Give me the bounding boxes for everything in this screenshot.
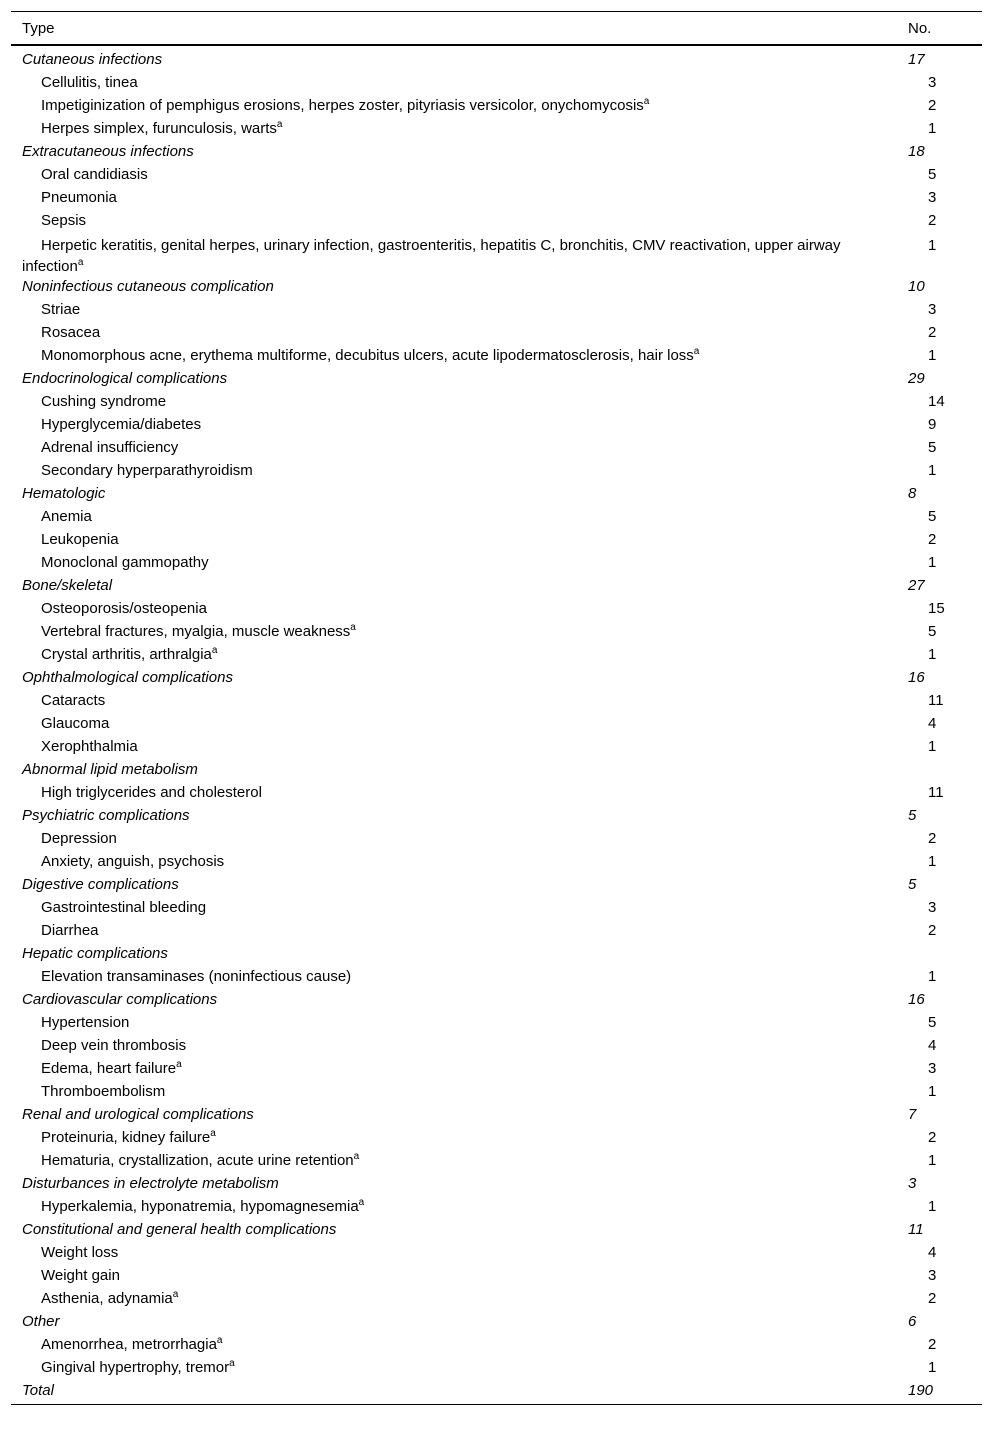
row-count: 14 [928,393,945,410]
category-row [11,367,982,390]
row-label-text: Sepsis [41,212,87,229]
row-label [11,692,895,709]
row-count: 2 [928,97,937,114]
category-row [11,942,982,965]
row-label-text: Deep vein thrombosis [41,1037,187,1054]
row-label-text: Proteinuria, kidney failure [41,1129,211,1146]
table-row [11,1287,982,1310]
row-count: 7 [908,1106,917,1123]
row-label-text: Diarrhea [41,922,99,939]
row-count: 5 [928,508,937,525]
table-row [11,459,982,482]
category-row [11,873,982,896]
category-row [11,140,982,163]
row-count: 190 [908,1382,934,1399]
row-label-text: Gingival hypertrophy, tremor [41,1359,230,1376]
row-label-text: Cellulitis, tinea [41,74,138,91]
row-label-text: Asthenia, adynamia [41,1290,173,1307]
row-count: 3 [928,301,937,318]
row-label [11,1336,895,1353]
row-label [11,715,895,732]
table-row [11,965,982,988]
row-count: 1 [928,347,937,364]
table-row [11,344,982,367]
row-count: 4 [928,1244,937,1261]
row-count: 2 [928,830,937,847]
row-label [11,1359,895,1376]
row-count: 2 [928,1290,937,1307]
table-row [11,163,982,186]
row-label-text: Elevation transaminases (noninfectious cause) [41,968,352,985]
row-label [11,899,895,916]
row-label-text: Disturbances in electrolyte metabolism [22,1175,279,1192]
table-row [11,1126,982,1149]
row-label-text: Endocrinological complications [22,370,228,387]
row-label [11,600,895,617]
row-count: 17 [908,51,925,68]
row-label-text: Herpes simplex, furunculosis, warts [41,120,277,137]
category-row [11,48,982,71]
row-label-text: Hypertension [41,1014,130,1031]
row-label [11,1175,895,1192]
footnote-marker: a [353,1151,360,1162]
table-row [11,850,982,873]
row-label [11,1313,895,1330]
row-label-text: Osteoporosis/osteopenia [41,600,207,617]
row-count: 11 [928,692,944,709]
category-row [11,1172,982,1195]
table-row [11,1195,982,1218]
row-label-text: Hematologic [22,485,106,502]
row-count: 1 [928,1152,937,1169]
row-label [11,1083,895,1100]
table-row [11,1080,982,1103]
row-label [11,1198,895,1215]
row-label-text: Weight gain [41,1267,120,1284]
category-row [11,275,982,298]
category-row [11,758,982,781]
row-count: 2 [928,531,937,548]
row-label [11,324,895,341]
footnote-marker: a [276,119,283,130]
row-label [11,212,895,229]
row-count: 9 [928,416,937,433]
footnote-marker: a [229,1358,235,1369]
row-label [11,189,895,206]
footnote-marker: a [216,1335,223,1346]
row-count: 3 [928,74,937,91]
row-count: 2 [928,1129,937,1146]
category-row [11,574,982,597]
row-label-text: Extracutaneous infections [22,143,194,160]
table-row [11,1264,982,1287]
row-label [11,1129,895,1146]
row-count: 1 [928,1198,937,1215]
category-row [11,1103,982,1126]
footnote-marker: a [643,96,650,107]
table-row [11,689,982,712]
row-label [11,347,895,364]
row-label-text: Digestive complications [22,876,179,893]
table-row [11,620,982,643]
table-row [11,390,982,413]
row-count: 1 [928,1083,937,1100]
row-count: 4 [928,1037,937,1054]
table-body [11,48,982,1404]
row-label-text: Ophthalmological complications [22,669,233,686]
row-label-text: Monomorphous acne, erythema multiforme, decubitus ulcers, acute lipodermatosclerosis, hair loss [41,347,694,364]
row-label [11,991,895,1008]
row-label [11,968,895,985]
row-count: 5 [928,1014,937,1031]
row-count: 3 [908,1175,917,1192]
row-label [11,1037,895,1054]
row-count: 5 [908,807,917,824]
table-row [11,209,982,232]
row-label [11,1267,895,1284]
footnote-marker: a [77,257,84,268]
table-row [11,1149,982,1172]
row-label [11,876,895,893]
row-count: 3 [928,189,937,206]
row-label [11,166,895,183]
row-label [11,1290,895,1307]
category-row [11,804,982,827]
row-label [11,738,895,755]
row-label-text: Cardiovascular complications [22,991,218,1008]
row-label [11,1244,895,1261]
table-row [11,528,982,551]
row-count: 1 [928,462,937,479]
row-label-text: Bone/skeletal [22,577,113,594]
row-count: 29 [908,370,925,387]
table-row [11,413,982,436]
row-count: 5 [928,439,937,456]
row-label-text: Hepatic complications [22,945,168,962]
row-label [11,1382,895,1399]
row-count: 1 [928,554,937,571]
row-label [11,278,895,295]
footnote-marker: a [693,346,700,357]
row-label [11,120,895,137]
row-count: 1 [928,1359,937,1376]
row-count: 5 [928,166,937,183]
category-row [11,1218,982,1241]
row-count: 16 [908,991,925,1008]
row-label-text: Thromboembolism [41,1083,166,1100]
row-count: 18 [908,143,925,160]
row-label [11,416,895,433]
row-label [11,853,895,870]
footnote-marker: a [358,1197,365,1208]
row-label-text: Hematuria, crystallization, acute urine retention [41,1152,354,1169]
table-row [11,232,982,275]
row-count: 8 [908,485,917,502]
row-label [11,1014,895,1031]
table-row [11,643,982,666]
row-label-text: Cataracts [41,692,106,709]
row-label-text: Hyperglycemia/diabetes [41,416,202,433]
category-row [11,482,982,505]
row-count: 1 [928,120,937,137]
row-label-text: Impetiginization of pemphigus erosions, herpes zoster, pityriasis versicolor, onychomycosis [41,97,644,114]
row-label [11,807,895,824]
row-label [11,922,895,939]
row-label-text: Glaucoma [41,715,110,732]
row-label [11,97,895,114]
table-row [11,117,982,140]
row-label [11,669,895,686]
footnote-marker: a [210,1128,216,1139]
category-row [11,666,982,689]
row-label [11,646,895,663]
row-count: 2 [928,324,937,341]
row-label-text: Rosacea [41,324,101,341]
table-row [11,827,982,850]
row-label [11,1152,895,1169]
table-row [11,1356,982,1379]
category-row [11,1310,982,1333]
row-label [11,235,895,277]
row-label-text: Weight loss [41,1244,119,1261]
row-label [11,508,895,525]
row-label [11,554,895,571]
row-count: 1 [928,853,937,870]
table-row [11,919,982,942]
row-label [11,51,895,68]
row-label [11,485,895,502]
table-row [11,321,982,344]
category-row [11,988,982,1011]
row-count: 15 [928,600,945,617]
row-label [11,301,895,318]
row-label [11,1221,895,1238]
row-count: 5 [928,623,937,640]
table-row [11,1011,982,1034]
row-label-text: Gastrointestinal bleeding [41,899,207,916]
table-row [11,505,982,528]
row-label [11,393,895,410]
row-label [11,761,895,778]
row-label [11,462,895,479]
row-label-text: Adrenal insufficiency [41,439,179,456]
row-label-text: Hyperkalemia, hyponatremia, hypomagnesemia [41,1198,359,1215]
row-label-text: Striae [41,301,81,318]
row-label-text: Anemia [41,508,92,525]
row-label [11,370,895,387]
footnote-marker: a [172,1289,179,1300]
table-row [11,896,982,919]
table-row [11,781,982,804]
row-count: 16 [908,669,925,686]
table-row [11,551,982,574]
row-count: 1 [928,738,937,755]
table-row [11,436,982,459]
row-label-text: Xerophthalmia [41,738,138,755]
row-count: 1 [928,237,937,254]
row-label-text: Pneumonia [41,189,117,206]
row-count: 4 [928,715,937,732]
row-count: 3 [928,899,937,916]
row-label-text: Crystal arthritis, arthralgia [41,646,212,663]
row-label [11,1060,895,1077]
table-row [11,712,982,735]
footnote-marker: a [350,622,356,633]
row-label-text: Psychiatric complications [22,807,190,824]
row-label-text: Secondary hyperparathyroidism [41,462,253,479]
row-label-text: Cutaneous infections [22,51,163,68]
row-label-text: Cushing syndrome [41,393,167,410]
row-label-text: Oral candidiasis [41,166,148,183]
row-label-text: Vertebral fractures, myalgia, muscle weakness [41,623,351,640]
row-label-text: Edema, heart failure [41,1060,177,1077]
table-row [11,735,982,758]
row-label [11,74,895,91]
row-label-text: Abnormal lipid metabolism [22,761,198,778]
table-row [11,71,982,94]
row-count: 27 [908,577,925,594]
row-count: 5 [908,876,917,893]
row-label [11,784,895,801]
table-row [11,1241,982,1264]
header-no: No. [908,19,932,37]
row-label-text: Herpetic keratitis, genital herpes, urinary infection, gastroenteritis, hepatitis C, bronchitis, CMV reactivation, upper airway infection [22,237,841,275]
table-row [11,1333,982,1356]
row-label [11,945,895,962]
row-count: 1 [928,646,937,663]
row-label-text: Constitutional and general health complications [22,1221,337,1238]
row-label-text: Renal and urological complications [22,1106,254,1123]
table-row [11,94,982,117]
row-label [11,1106,895,1123]
total-row [11,1379,982,1404]
row-count: 2 [928,212,937,229]
row-count: 2 [928,1336,937,1353]
header-type: Type [22,19,55,37]
table-row [11,597,982,620]
footnote-marker: a [176,1059,182,1070]
row-label-text: Anxiety, anguish, psychosis [41,853,225,870]
row-label [11,439,895,456]
row-label [11,143,895,160]
row-count: 10 [908,278,925,295]
row-count: 6 [908,1313,917,1330]
row-count: 3 [928,1267,937,1284]
row-count: 11 [928,784,944,801]
row-label [11,577,895,594]
row-label-text: Monoclonal gammopathy [41,554,209,571]
table-row [11,1034,982,1057]
row-label [11,531,895,548]
complications-table [11,11,982,1405]
row-label [11,830,895,847]
row-count: 2 [928,922,937,939]
row-label-text: Leukopenia [41,531,119,548]
row-count: 3 [928,1060,937,1077]
row-count: 11 [908,1221,924,1238]
row-label-text: High triglycerides and cholesterol [41,784,262,801]
row-count: 1 [928,968,937,985]
row-label-text: Total [22,1382,54,1399]
row-label-text: Other [22,1313,60,1330]
table-header [11,12,982,46]
row-label-text: Amenorrhea, metrorrhagia [41,1336,217,1353]
table-row [11,186,982,209]
footnote-marker: a [211,645,218,656]
table-row [11,1057,982,1080]
table-row [11,298,982,321]
row-label-text: Depression [41,830,117,847]
row-label [11,623,895,640]
row-label-text: Noninfectious cutaneous complication [22,278,274,295]
